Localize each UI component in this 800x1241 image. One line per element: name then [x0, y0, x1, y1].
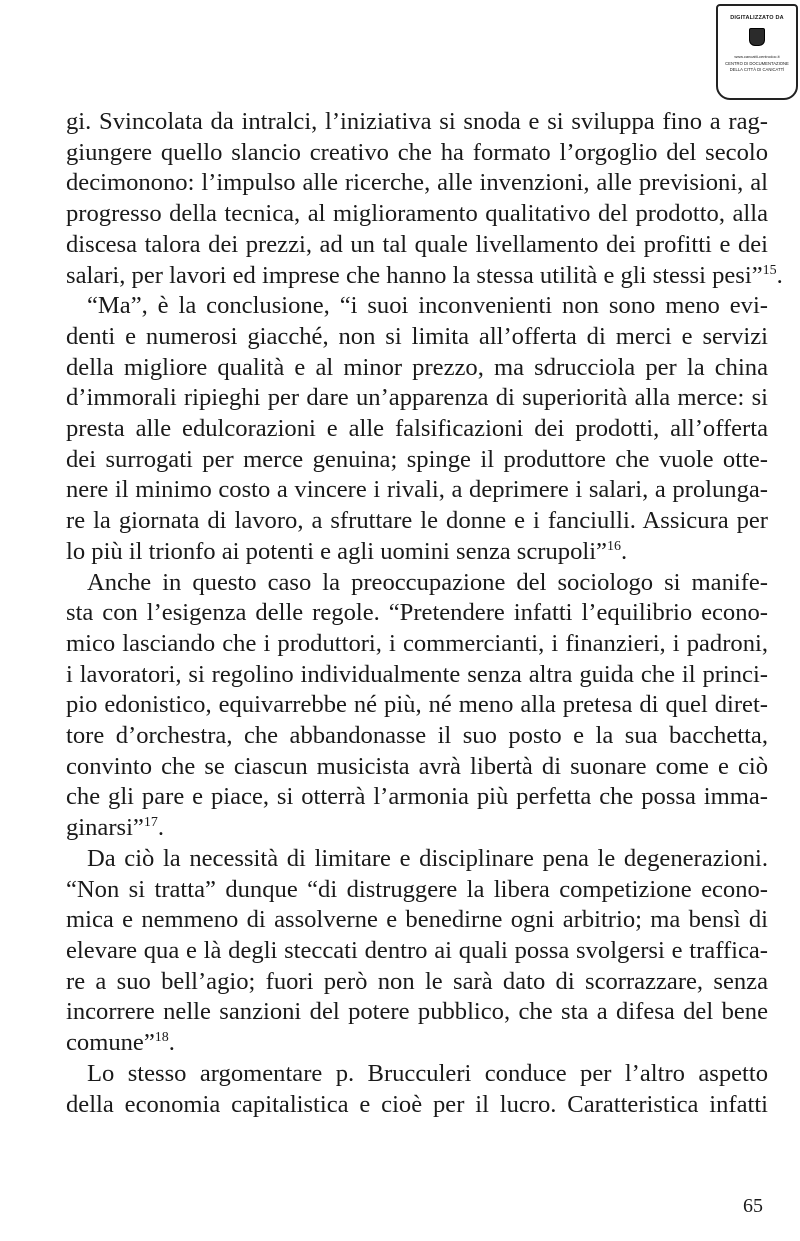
paragraph — [66, 107, 783, 291]
line-text: denti e numerosi giacché, non si limita all’offerta di merci e servizi — [66, 322, 768, 350]
line-text: della migliore qualità e al minor prezzo, ma sdrucciola per la china — [66, 353, 768, 381]
line-text: della economia capitalistica e cioè per il lucro. Caratteristica infatti — [66, 1090, 768, 1118]
line-text: elevare qua e là degli steccati dentro ai quali possa svolgersi e traffica- — [66, 936, 768, 964]
text-line — [66, 598, 768, 629]
line-text: decimonono: l’impulso alle ricerche, alle invenzioni, alle previsioni, al — [66, 169, 768, 197]
line-text: nere il minimo costo a vincere i rivali, a deprimere i salari, a prolunga- — [66, 476, 768, 504]
stamp-line-1: CENTRO DI DOCUMENTAZIONE — [725, 61, 789, 66]
footnote-ref: 17 — [143, 815, 158, 831]
line-text: gi. Svincolata da intralci, l’iniziativa si snoda e si sviluppa fino a rag- — [66, 108, 768, 135]
line-text: presta alle edulcorazioni e alle falsificazioni dei prodotti, all’offerta — [66, 415, 768, 443]
text-line — [66, 568, 768, 599]
text-line — [66, 997, 768, 1028]
text-line — [66, 629, 768, 660]
page-body-text — [66, 107, 783, 1120]
trailing-punctuation: . — [168, 1029, 175, 1057]
stamp-url: www.cancatti-centrodoc.it — [734, 54, 780, 59]
stamp-header: DIGITALIZZATO DA — [730, 15, 784, 21]
line-text: discesa talora dei prezzi, ad un tal quale livellamento dei profitti e dei — [66, 230, 768, 258]
text-line — [66, 230, 768, 261]
trailing-punctuation: . — [776, 261, 783, 289]
line-text: convinto che se ciascun musicista avrà libertà di suonare come e ciò — [66, 752, 768, 780]
line-text: i lavoratori, si regolino individualmente senza altra guida che il princi- — [66, 660, 768, 688]
shield-icon — [749, 28, 765, 46]
line-text: comune” — [66, 1029, 155, 1057]
text-line — [66, 875, 768, 906]
text-line — [66, 199, 768, 230]
text-line — [66, 690, 768, 721]
line-text: mico lasciando che i produttori, i commercianti, i finanzieri, i padroni, — [66, 629, 768, 657]
text-line — [66, 967, 768, 998]
text-line — [66, 844, 768, 875]
line-text: che gli pare e piace, si otterrà l’armonia più perfetta che possa imma- — [66, 783, 768, 811]
line-text: giungere quello slancio creativo che ha formato l’orgoglio del secolo — [66, 138, 768, 166]
text-line — [66, 353, 768, 384]
text-line — [66, 414, 768, 445]
stamp-line-2: DELLA CITTÀ DI CANICATTÌ — [729, 67, 785, 72]
line-text: progresso della tecnica, al miglioramento qualitativo del prodotto, alla — [66, 200, 768, 228]
line-text: dei surrogati per merce genuina; spinge il produttore che vuole otte- — [66, 445, 768, 473]
text-line — [66, 168, 768, 199]
line-text: re a suo bell’agio; fuori però non le sarà dato di scorrazzare, senza — [66, 967, 768, 995]
text-line — [66, 322, 768, 353]
paragraph — [66, 844, 768, 1059]
text-line — [66, 782, 768, 813]
line-text: d’immorali ripieghi per dare un’apparenza di superiorità alla merce: si — [66, 384, 768, 412]
page-number: 65 — [743, 1195, 763, 1217]
digitization-stamp — [716, 4, 798, 100]
line-text: Da ciò la necessità di limitare e disciplinare pena le degenerazioni. — [87, 844, 768, 872]
text-line — [66, 1028, 768, 1059]
text-line — [66, 813, 768, 844]
text-line — [66, 383, 768, 414]
line-text: Anche in questo caso la preoccupazione del sociologo si manife- — [87, 568, 768, 596]
text-line — [66, 1059, 768, 1090]
line-text: re la giornata di lavoro, a sfruttare le donne e i fanciulli. Assicura per — [66, 507, 768, 535]
text-line — [66, 506, 768, 537]
text-line — [66, 936, 768, 967]
text-line — [66, 291, 768, 322]
text-line — [66, 905, 768, 936]
text-line — [66, 1090, 768, 1121]
paragraph — [66, 291, 768, 567]
line-text: “Non si tratta” dunque “di distruggere la libera competizione econo- — [66, 875, 768, 903]
line-text: mica e nemmeno di assolverne e benedirne ogni arbitrio; ma bensì di — [66, 906, 768, 934]
footnote-ref: 18 — [154, 1030, 169, 1046]
line-text: Lo stesso argomentare p. Brucculeri conduce per l’altro aspetto — [87, 1059, 768, 1087]
text-line — [66, 261, 783, 292]
line-text: incorrere nelle sanzioni del potere pubblico, che sta a difesa del bene — [66, 998, 768, 1026]
line-text: salari, per lavori ed imprese che hanno la stessa utilità e gli stessi pesi” — [66, 261, 763, 289]
text-line — [66, 138, 768, 169]
text-line — [66, 660, 768, 691]
text-line — [66, 537, 768, 568]
text-line — [66, 107, 768, 138]
text-line — [66, 752, 768, 783]
footnote-ref: 15 — [762, 262, 777, 278]
line-text: tore d’orchestra, che abbandonasse il suo posto e la sua bacchetta, — [66, 722, 768, 750]
line-text: sta con l’esigenza delle regole. “Pretendere infatti l’equilibrio econo- — [66, 599, 768, 627]
trailing-punctuation: . — [157, 814, 165, 842]
trailing-punctuation: . — [620, 537, 628, 565]
line-text: “Ma”, è la conclusione, “i suoi inconvenienti non sono meno evi- — [87, 292, 768, 320]
line-text: lo più il trionfo ai potenti e agli uomini senza scrupoli” — [66, 537, 607, 565]
text-line — [66, 445, 768, 476]
paragraph — [66, 568, 768, 844]
line-text: pio edonistico, equivarrebbe né più, né meno alla pretesa di quel diret- — [66, 691, 768, 719]
footnote-ref: 16 — [606, 538, 621, 554]
line-text: ginarsi” — [66, 814, 144, 842]
text-line — [66, 721, 768, 752]
paragraph — [66, 1059, 768, 1120]
text-line — [66, 475, 768, 506]
